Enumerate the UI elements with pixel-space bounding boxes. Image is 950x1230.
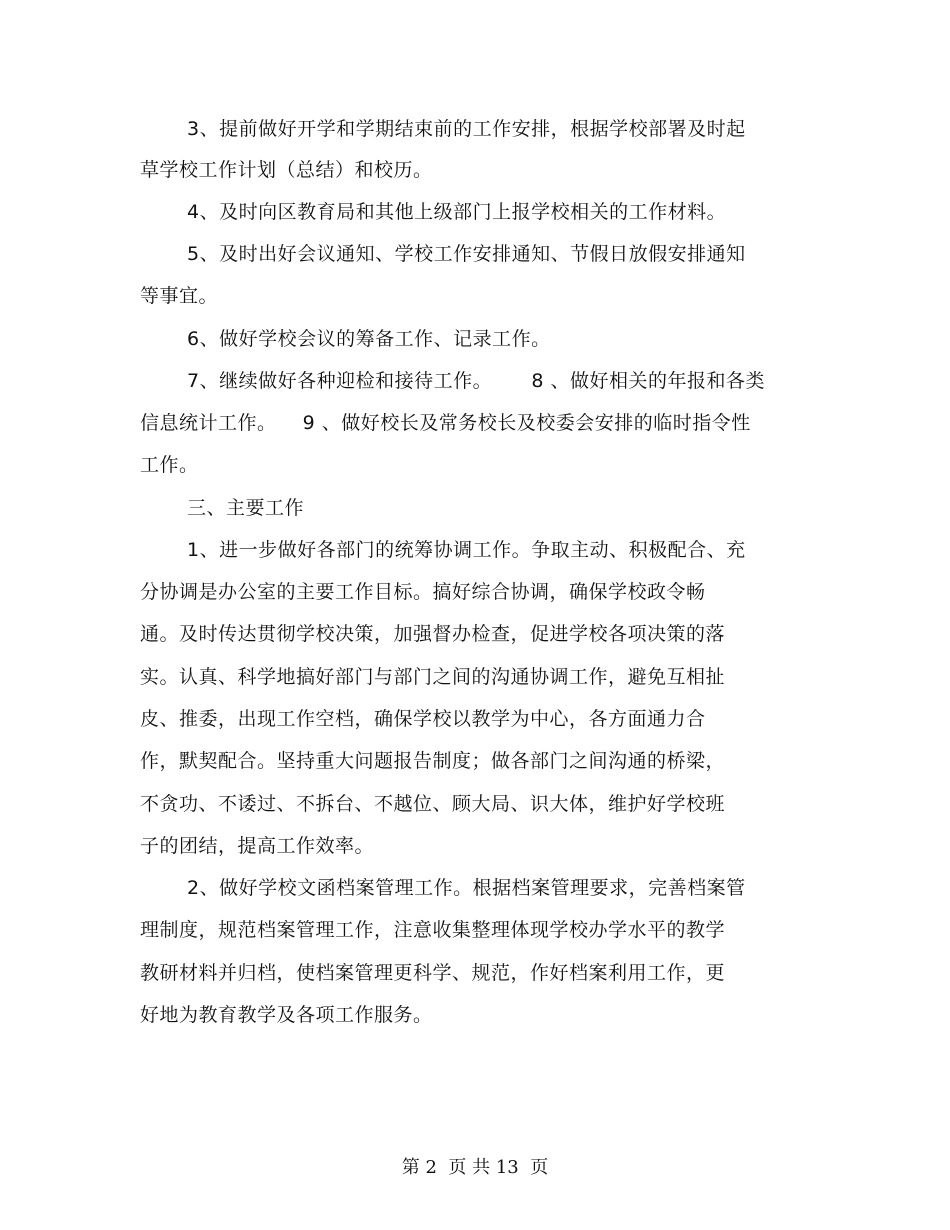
text-line: 3、提前做好开学和学期结束前的工作安排，根据学校部署及时起 xyxy=(187,118,746,140)
text-line: 信息统计工作。 9 、做好校长及常务校长及校委会安排的临时指令性 xyxy=(140,412,751,434)
text-line: 5、及时出好会议通知、学校工作安排通知、节假日放假安排通知 xyxy=(187,243,746,265)
text-line: 教研材料并归档，使档案管理更科学、规范，作好档案利用工作，更 xyxy=(140,962,726,984)
text-line: 等事宜。 xyxy=(140,285,219,307)
text-line: 4、及时向区教育局和其他上级部门上报学校相关的工作材料。 xyxy=(187,201,727,223)
text-line: 实。认真、科学地搞好部门与部门之间的沟通协调工作，避免互相扯 xyxy=(140,666,726,688)
text-line: 分协调是办公室的主要工作目标。搞好综合协调，确保学校政令畅 xyxy=(140,581,706,603)
text-line: 好地为教育教学及各项工作服务。 xyxy=(140,1004,433,1026)
text-line: 工作。 xyxy=(140,454,199,476)
text-line: 通。及时传达贯彻学校决策，加强督办检查，促进学校各项决策的落 xyxy=(140,623,726,645)
text-line: 理制度，规范档案管理工作，注意收集整理体现学校办学水平的教学 xyxy=(140,919,726,941)
text-line: 子的团结，提高工作效率。 xyxy=(140,835,375,857)
text-line: 不贪功、不诿过、不拆台、不越位、顾大局、识大体，维护好学校班 xyxy=(140,793,726,815)
text-line: 作，默契配合。坚持重大问题报告制度；做各部门之间沟通的桥梁， xyxy=(140,750,726,772)
page-number-footer: 第 2 页 共 13 页 xyxy=(401,1157,549,1178)
text-line: 6、做好学校会议的筹备工作、记录工作。 xyxy=(187,328,551,350)
text-line: 草学校工作计划（总结）和校历。 xyxy=(140,159,433,181)
text-line: 7、继续做好各种迎检和接待工作。 8 、做好相关的年报和各类 xyxy=(187,370,765,392)
text-line: 皮、推委，出现工作空档，确保学校以教学为中心，各方面通力合 xyxy=(140,708,706,730)
text-line: 1、进一步做好各部门的统筹协调工作。争取主动、积极配合、充 xyxy=(187,539,746,561)
text-line: 2、做好学校文函档案管理工作。根据档案管理要求，完善档案管 xyxy=(187,877,746,899)
section-heading: 三、主要工作 xyxy=(187,497,305,519)
